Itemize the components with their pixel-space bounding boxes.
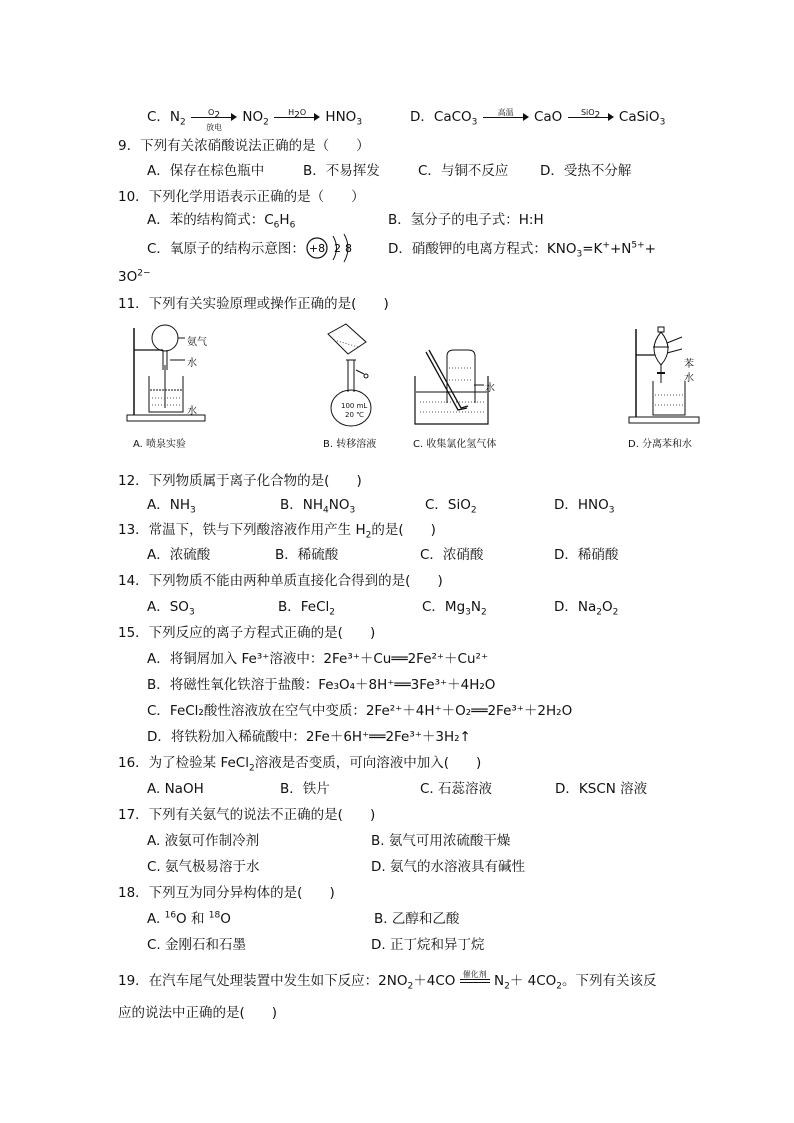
- q8-option-d: D．CaCO$_3$ 高温 CaO SiO$_2$ CaSiO$_3$: [410, 108, 666, 128]
- label-water: 水: [684, 373, 694, 384]
- q18-stem: 18．下列互为同分异构体的是( ): [118, 885, 335, 901]
- q15-option-c: C．FeCl₂酸性溶液放在空气中变质：2Fe²⁺＋4H⁺＋O₂══2Fe³⁺＋2H₂O: [147, 703, 573, 719]
- nucleus-label: +8: [308, 242, 326, 255]
- q10-option-b: B．氢分子的电子式：H:H: [388, 212, 544, 228]
- fig-d-caption: D. 分离苯和水: [628, 439, 693, 450]
- fig-c-caption: C. 收集氯化氢气体: [413, 439, 497, 450]
- q10-option-a: A．苯的结构简式：$C_6H_6$: [147, 212, 296, 231]
- q9-option-a: A．保存在棕色瓶中: [147, 163, 265, 179]
- q9-option-d: D．受热不分解: [540, 163, 632, 179]
- label-water: 水: [187, 406, 197, 417]
- q12-option-a: A．$NH_3$: [147, 497, 196, 516]
- q18-option-a: A. $^{16}$O 和 $^{18}$O: [147, 910, 231, 927]
- q14-option-d: D．$Na_2O_2$: [554, 599, 619, 618]
- q10-option-d: D．硝酸钾的电离方程式：$KNO_3=K^++N^{5+}+$: [388, 240, 656, 260]
- q14-option-b: B．FeCl$_2$: [278, 599, 336, 618]
- q18-option-d: D. 正丁烷和异丁烷: [371, 937, 485, 953]
- q12-option-b: B．$NH_4NO_3$: [280, 497, 356, 516]
- label-ammonia: 氨气: [187, 337, 207, 348]
- q11-stem: 11．下列有关实验原理或操作正确的是( ): [118, 296, 389, 312]
- q17-option-a: A. 液氨可作制冷剂: [147, 833, 260, 849]
- q13-option-c: C．浓硝酸: [420, 547, 484, 563]
- flask-volume-label: 100 mL: [341, 402, 368, 410]
- shell-1-count: 2: [334, 242, 341, 255]
- label-water: 水: [187, 358, 197, 369]
- q16-stem: 16．为了检验某 FeCl$_2$溶液是否变质，可向溶液中加入( ): [118, 755, 482, 774]
- q12-option-d: D．$HNO_3$: [554, 497, 615, 516]
- fig-b-caption: B. 转移溶液: [323, 439, 377, 450]
- q17-stem: 17．下列有关氨气的说法不正确的是( ): [118, 807, 376, 823]
- q13-stem: 13．常温下，铁与下列酸溶液作用产生 $H_2$的是( ): [118, 522, 436, 541]
- q12-stem: 12．下列物质属于离子化合物的是( ): [118, 473, 362, 489]
- label-benzene: 苯: [684, 359, 694, 370]
- separatory-funnel-figure: [627, 325, 707, 430]
- q19-stem-cont: 应的说法中正确的是( ): [118, 1005, 278, 1021]
- fig-a-caption: A. 喷泉实验: [133, 439, 187, 450]
- reaction-arrow: $H_2O$: [274, 110, 320, 124]
- q15-stem: 15．下列反应的离子方程式正确的是( ): [118, 625, 376, 641]
- q13-option-d: D．稀硝酸: [554, 547, 619, 563]
- q15-option-d: D．将铁粉加入稀硫酸中：2Fe＋6H⁺══2Fe³⁺＋3H₂↑: [147, 729, 471, 745]
- q18-option-c: C. 金刚石和石墨: [147, 937, 247, 953]
- label-water: 水: [485, 383, 495, 394]
- flask-temp-label: 20 ℃: [345, 411, 364, 419]
- q9-option-b: B．不易挥发: [303, 163, 380, 179]
- reaction-arrow: SiO$_2$: [568, 110, 614, 124]
- reaction-arrow: 高温: [483, 110, 529, 124]
- q13-option-b: B．稀硫酸: [275, 547, 339, 563]
- q16-option-a: A. NaOH: [147, 781, 204, 797]
- q14-option-a: A．$SO_3$: [147, 599, 195, 618]
- equilibrium-sign: 催化剂: [460, 974, 490, 988]
- q12-option-c: C．SiO$_2$: [425, 497, 477, 516]
- q14-stem: 14．下列物质不能由两种单质直接化合得到的是( ): [118, 573, 443, 589]
- q14-option-c: C．$Mg_3N_2$: [422, 599, 487, 618]
- q16-option-c: C. 石蕊溶液: [420, 781, 493, 797]
- oxygen-atom-diagram: [306, 232, 356, 264]
- q13-option-a: A．浓硫酸: [147, 547, 211, 563]
- q15-option-b: B．将磁性氧化铁溶于盐酸：Fe₃O₄＋8H⁺══3Fe³⁺＋4H₂O: [147, 677, 496, 693]
- q15-option-a: A．将铜屑加入 Fe³⁺溶液中：2Fe³⁺＋Cu══2Fe²⁺＋Cu²⁺: [147, 651, 489, 667]
- q17-option-b: B. 氨气可用浓硫酸干燥: [371, 833, 511, 849]
- q19-stem: 19．在汽车尾气处理装置中发生如下反应：$2NO_2+4CO$ 催化剂 $N_2+ 4CO_2$。下列有关该反: [118, 970, 657, 992]
- shell-2-count: 8: [345, 242, 352, 255]
- q16-option-b: B．铁片: [280, 781, 330, 797]
- q16-option-d: D．KSCN 溶液: [555, 781, 648, 797]
- q9-stem: 9．下列有关浓硝酸说法正确的是（ ）: [118, 138, 370, 154]
- q17-option-d: D. 氨气的水溶液具有碱性: [371, 859, 525, 875]
- q10-option-d-cont: $3O^{2-}$: [118, 268, 151, 285]
- q9-option-c: C．与铜不反应: [418, 163, 509, 179]
- reaction-arrow: $O_2$ 放电: [191, 110, 237, 124]
- q10-stem: 10．下列化学用语表示正确的是（ ）: [118, 189, 365, 205]
- q17-option-c: C. 氨气极易溶于水: [147, 859, 260, 875]
- q8-option-c: C．$N_2$ $O_2$ 放电 $NO_2$ $H_2O$ $HNO_3$: [147, 108, 363, 132]
- q10-option-c: C．氧原子的结构示意图：: [147, 241, 305, 257]
- q18-option-b: B. 乙醇和乙酸: [374, 911, 460, 927]
